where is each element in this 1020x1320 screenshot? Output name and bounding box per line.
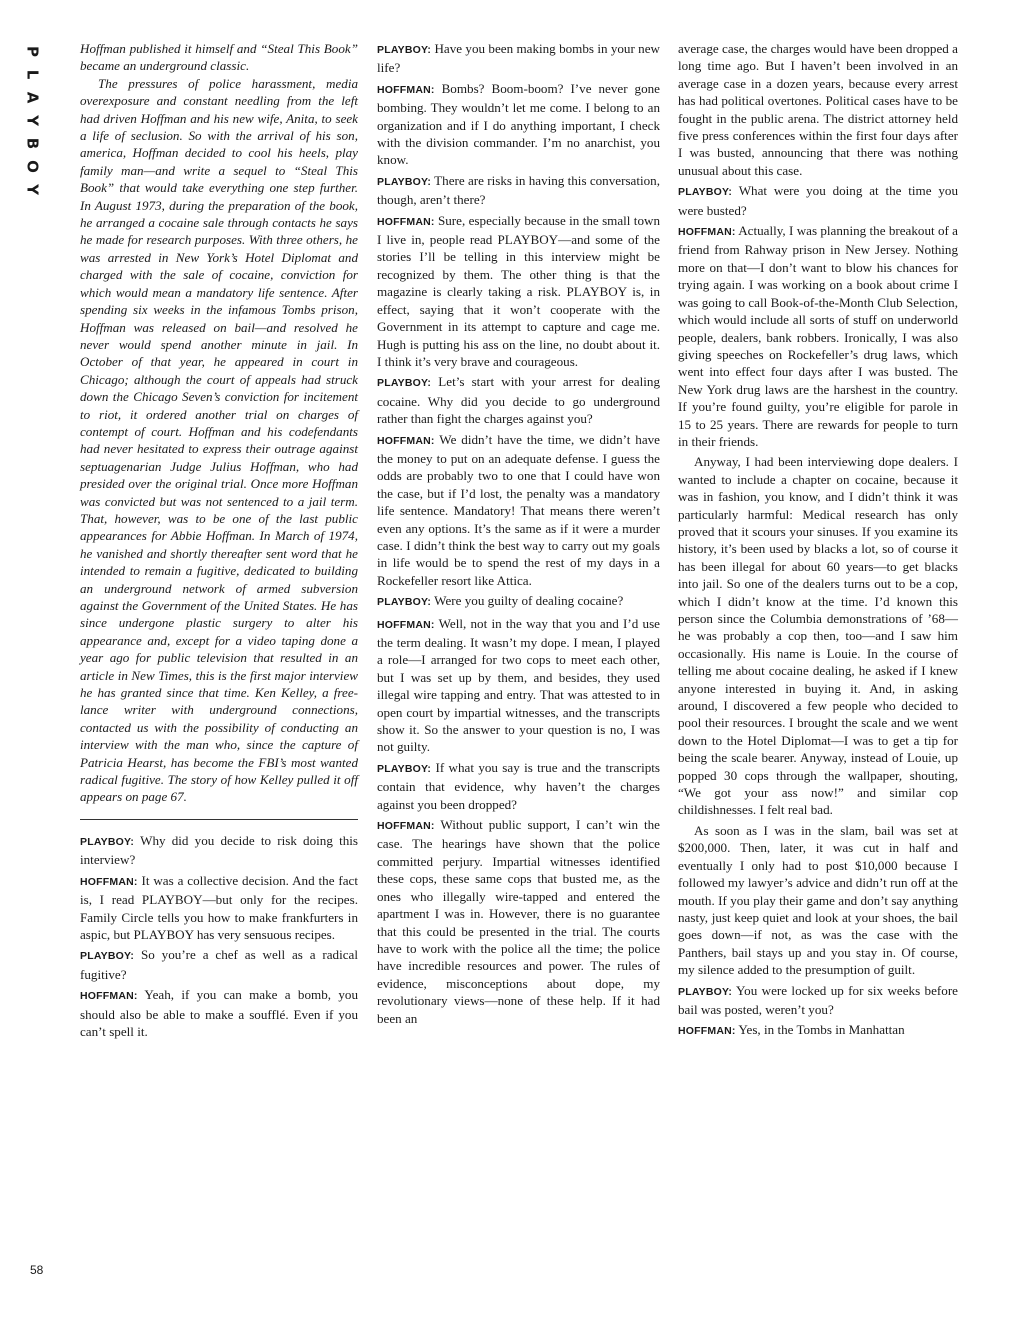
paragraph-text: Have you been making bombs in your new life?	[377, 41, 660, 76]
paragraph-text: Why did you decide to risk doing this interview?	[80, 832, 358, 868]
speaker-label: HOFFMAN:	[377, 215, 435, 228]
intro-text	[80, 40, 358, 806]
paragraph-text: So you’re a chef as well as a radical fugitive?	[80, 947, 358, 982]
speaker-label: PLAYBOY:	[678, 985, 733, 998]
speaker-label: HOFFMAN:	[678, 226, 736, 239]
intro-paragraph: Hoffman published it himself and “Steal This Book” became an underground classic.	[80, 41, 358, 74]
interview-paragraph	[377, 431, 660, 590]
speaker-label: HOFFMAN:	[377, 434, 435, 447]
interview-paragraph	[678, 1021, 958, 1040]
qa-list	[80, 832, 358, 1040]
column-right	[678, 40, 958, 1044]
paragraph-text: As soon as I was in the slam, bail was set at $200,000. Then, later, it was cut in half and eventually I only had to post $10,000 because I followed my lawyer’s advice and didn’t run off at the mouth. If you play their game and don’t say anything nasty, just keep quiet and look at your shoes, the bail goes down—if not, as was the case with the Panthers, bail stays up and you stay in. Of course, my silence added to the presumption of guilt.	[678, 822, 958, 978]
vertical-magazine-logo	[20, 40, 44, 201]
paragraph-text: Well, not in the way that you and I’d use the term dealing. It wasn’t my dope. I mean, I played a role—I arranged for two cops to meet each other, but I was set up by them, and besides, they used illegal wire tapping and entry. That was attested to in open court by impartial witnesses, and the transcripts show it. So the answer to your question is no, I was not guilty.	[377, 615, 660, 755]
speaker-label: HOFFMAN:	[377, 618, 435, 631]
paragraph-text: There are risks in having this conversation, though, aren’t there?	[377, 172, 660, 208]
interview-paragraph	[80, 986, 358, 1040]
speaker-label: PLAYBOY:	[678, 186, 733, 199]
logo-letter: Y	[23, 184, 42, 195]
intro-paragraph: The pressures of police harassment, media overexposure and constant needling from the left had driven Hoffman and his new wife, Anita, to seek a life of seclusion. So with the arrival of his son, america, Hoffman decided to cool his heels, play family man—and write a sequel to “Steal This Book” that would take everything one step further. In August 1973, during the preparation of the book, he arranged a cocaine sale through contacts he says he made for research purposes. With three others, he was arrested in New York’s Hotel Diplomat and charged with the sale of cocaine, conviction for which would mean a mandatory life sentence. After spending six weeks in the infamous Tombs prison, Hoffman was released on bail—and resolved he never would spend another minute in jail. In October of that year, he appeared in court in Chicago; although the court of appeals had struck down the Chicago Seven’s conviction for incitement to riot, it ordered another trial on charges of contempt of court. Hoffman and his codefendants had never hesitated to express their outrage against septuagenarian Judge Julius Hoffman, who had presided over the original trial. Once more Hoffman was convicted but was not sentenced to a jail term. That, however, was to be one of the last public appearances for Abbie Hoffman. In March of 1974, he vanished and shortly thereafter sent word that he intended to remain a fugitive, dedicated to building an underground network of armed subversion against the Government of the United States. He has since undergone plastic surgery to alter his appearance and, except for a video taping done a year ago for public television that resulted in an article in New Times, this is the first major interview he has granted since that time. Ken Kelley, a free-lance writer with underground connections, contacted us with the possibility of conducting an interview with the man who, since the capture of Patricia Hearst, has become the FBI’s most wanted radical fugitive. The story of how Kelley pulled it off appears on page 67.	[80, 75, 358, 805]
paragraph-text: average case, the charges would have been dropped a long time ago. But I haven’t been involved in an average case in a dozen years, because every arrest has had political overtones. Political cases have to be fought in the public arena. The district attorney held five press conferences within the first four days after I was busted, announcing that there was nothing unusual about this case.	[678, 41, 958, 178]
speaker-label: HOFFMAN:	[377, 83, 435, 96]
speaker-label: PLAYBOY:	[377, 175, 432, 188]
speaker-label: PLAYBOY:	[377, 596, 432, 609]
interview-paragraph	[377, 759, 660, 813]
paragraph-text: Without public support, I can’t win the case. The hearings have shown that the police committed perjury. Impartial witnesses identified these cops, these same cops that busted me, as the ones who illegally wire-tapped and entered the apartment I was in. However, there is no guarantee that this could be presented in the trial. The courts have to work with the police all the time; the police have incredible resources and power. The rules of evidence, misconceptions about dope, my revolutionary views—none of these help. If it had been an	[377, 817, 660, 1026]
logo-letter: L	[23, 69, 42, 80]
interview-paragraph	[678, 822, 958, 979]
interview-paragraph	[678, 40, 958, 179]
qa-list	[678, 40, 958, 1041]
paragraph-text: Actually, I was planning the breakout of a friend from Rahway prison in New Jersey. Nothing more on that—I don’t want to blow his chances for trying again. I was working on a book about crime I was going to call Book-of-the-Month Club Selection, which would include all sorts of stuff on underworld people, dealers, bank robbers. Ironically, I was also giving speeches on Rockefeller’s drug laws, which went into effect four days after I was busted. The New York drug laws are the harshest in the country. If you’re found guilty, you’re eligible for parole in 15 to 25 years. There are rewards for people to turn in their friends.	[678, 223, 958, 449]
speaker-label: PLAYBOY:	[80, 950, 135, 963]
speaker-label: HOFFMAN:	[80, 990, 138, 1003]
speaker-label: PLAYBOY:	[377, 762, 432, 775]
page-number: 58	[30, 1263, 44, 1277]
interview-paragraph	[80, 832, 358, 869]
paragraph-text: Yeah, if you can make a bomb, you should also be able to make a soufflé. Even if you can’t spell it.	[80, 987, 358, 1039]
speaker-label: PLAYBOY:	[377, 44, 432, 56]
qa-list	[377, 40, 660, 1027]
section-divider	[80, 819, 358, 820]
logo-letter: A	[23, 91, 42, 104]
paragraph-text: Yes, in the Tombs in Manhattan	[735, 1022, 905, 1038]
logo-letter: B	[23, 137, 42, 150]
interview-paragraph	[377, 80, 660, 169]
logo-letter: Y	[23, 115, 42, 126]
interview-paragraph	[377, 212, 660, 371]
interview-paragraph	[377, 40, 660, 77]
interview-paragraph	[678, 453, 958, 819]
paragraph-text: Were you guilty of dealing cocaine?	[431, 593, 624, 609]
interview-paragraph	[678, 982, 958, 1019]
speaker-label: HOFFMAN:	[678, 1025, 736, 1038]
speaker-label: PLAYBOY:	[80, 835, 135, 848]
paragraph-text: Anyway, I had been interviewing dope dealers. I wanted to include a chapter on cocaine, because it was in fashion, you know, and I didn’t think it was particularly harmful: Medical research has only proved that it scours your sinuses. If you examine its history, it’s been used by blacks a lot, so of course it has been illegal for about 60 years—to get blacks into jail. So one of the dealers turns out to be a cop, which I didn’t know at the time. I’d known this person since the Columbia demonstrations of ’68—he was probably a cop then, too—and I saw him occasionally. His name is Louie. In the course of telling me about cocaine dealing, he asked if I knew anyone interested in buying it. And, in asking around, I discovered a few people who decided to pool their resources. I brought the scale and we went down to the Hotel Diplomat—I was to get a tip for being the scale bearer. Anyway, instead of Louie, up popped 30 cops through the wallpaper, shouting, “We got your ass now!” and similar cop childishnesses. I felt real bad.	[678, 454, 958, 818]
column-middle	[377, 40, 660, 1030]
interview-paragraph	[377, 816, 660, 1027]
interview-paragraph	[377, 615, 660, 756]
speaker-label: HOFFMAN:	[80, 875, 138, 888]
paragraph-text: It was a collective decision. And the fact is, I read PLAYBOY—but only for the recipes. Family Circle tells you how to make frankfurters in aspic, but PLAYBOY has very sensuous recipes.	[80, 872, 358, 942]
column-left	[80, 40, 358, 1043]
interview-paragraph	[80, 946, 358, 983]
paragraph-text: Bombs? Boom-boom? I’ve never gone bombing. They wouldn’t let me come. I belong to an organization and if I do anything important, I check with the division commander. I’m no anarchist, you know.	[377, 80, 660, 168]
interview-paragraph	[678, 222, 958, 450]
interview-paragraph	[377, 373, 660, 427]
paragraph-text: Let’s start with your arrest for dealing cocaine. Why did you decide to go underground rather than fight the charges against you?	[377, 374, 660, 427]
paragraph-text: If what you say is true and the transcripts contain that evidence, why haven’t the charges against you been dropped?	[377, 759, 660, 812]
interview-paragraph	[678, 182, 958, 219]
paragraph-text: You were locked up for six weeks before bail was posted, weren’t you?	[678, 982, 958, 1017]
logo-letter: O	[23, 160, 42, 173]
paragraph-text: We didn’t have the time, we didn’t have the money to put on an adequate defense. I guess the odds are probably two to one that I could have won the case, but if I’d lost, the penalty was a mandatory life sentence. Mandatory! That means there weren’t even any options. It’s the same as if it were a murder case. I didn’t think the best way to carry out my goals in life would be to spend the rest of my days in a Rockefeller resort like Attica.	[377, 431, 660, 588]
interview-paragraph	[377, 172, 660, 209]
interview-paragraph	[80, 872, 358, 944]
interview-paragraph	[377, 592, 660, 611]
speaker-label: PLAYBOY:	[377, 377, 432, 390]
logo-letter: P	[23, 46, 42, 57]
paragraph-text: What were you doing at the time you were busted?	[678, 183, 958, 218]
paragraph-text: Sure, especially because in the small town I live in, people read PLAYBOY—and some of the stories I’ll be telling in this interview might be recognized by them. The other thing is that the magazine is clearly taking a risk. PLAYBOY is, in effect, saying that it won’t cooperate with the Government in its attempt to capture and cage me. Hugh is putting his ass on the line, no doubt about it. I think it’s very brave and courageous.	[377, 212, 660, 369]
speaker-label: HOFFMAN:	[377, 820, 435, 833]
